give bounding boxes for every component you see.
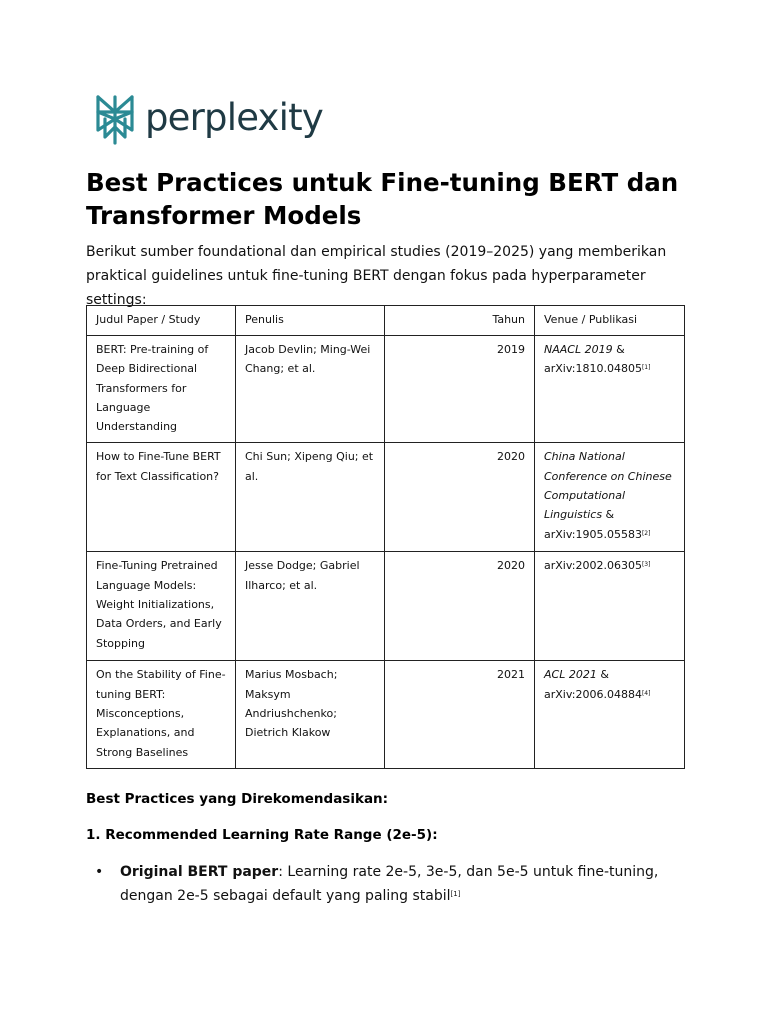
bullet-text: : Learning rate 2e-5, 3e-5, dan 5e-5 untuk fine-tuning, dengan 2e-5 sebagai default yang paling stabil (120, 864, 659, 904)
paper-year: 2021 (385, 661, 535, 768)
table-row (87, 336, 685, 443)
paper-title: Fine-Tuning Pretrained Language Models: Weight Initializations, Data Orders, and Early Stopping (87, 552, 236, 661)
paper-year: 2020 (385, 443, 535, 552)
citation-link[interactable]: [2] (641, 529, 651, 537)
perplexity-logo (94, 95, 323, 145)
paper-year: 2019 (385, 336, 535, 443)
venue-name: NAACL 2019 (544, 343, 613, 356)
paper-authors: Chi Sun; Xipeng Qiu; et al. (236, 443, 385, 552)
list-item (86, 860, 686, 908)
venue-arxiv: arXiv:2002.06305 (544, 559, 642, 573)
paper-authors: Marius Mosbach; Maksym Andriushchenko; Dietrich Klakow (236, 661, 385, 768)
venue-name: ACL 2021 (544, 668, 597, 682)
paper-title: On the Stability of Fine-tuning BERT: Misconceptions, Explanations, and Strong Baselines (87, 661, 236, 768)
venue-connector: & (602, 508, 615, 522)
venue-arxiv: arXiv:2006.04884 (544, 687, 642, 701)
subsection-heading: 1. Recommended Learning Rate Range (2e-5): (86, 827, 438, 843)
paper-venue (535, 661, 685, 768)
intro-paragraph: Berikut sumber foundational dan empirical studies (2019–2025) yang memberikan praktical guidelines untuk fine-tuning BERT dengan fokus pada hyperparameter settings: (86, 244, 667, 308)
venue-arxiv: arXiv:1905.05583 (544, 527, 642, 541)
logo-wordmark: perplexity (145, 95, 323, 139)
venue-connector: & (612, 343, 625, 356)
perplexity-icon (94, 95, 136, 145)
venue-name: China National Conference on Chinese Computational Linguistics (544, 450, 672, 522)
table-row (87, 552, 685, 661)
paper-venue (535, 443, 685, 552)
bullet-marker: • (95, 864, 104, 880)
paper-title: BERT: Pre-training of Deep Bidirectional Transformers for Language Understanding (87, 336, 236, 443)
venue-connector: & (596, 668, 609, 682)
header-authors: Penulis (236, 306, 385, 336)
header-venue: Venue / Publikasi (535, 306, 685, 336)
paper-year: 2020 (385, 552, 535, 661)
papers-table (86, 305, 685, 769)
bullet-list (86, 860, 686, 908)
citation-link[interactable]: [1] (450, 890, 461, 898)
paper-title: How to Fine-Tune BERT for Text Classification? (87, 443, 236, 552)
page-title: Best Practices untuk Fine-tuning BERT dan Transformer Models (86, 168, 679, 230)
table-row (87, 661, 685, 768)
header-title: Judul Paper / Study (87, 306, 236, 336)
paper-venue (535, 552, 685, 661)
table-row (87, 443, 685, 552)
section-heading: Best Practices yang Direkomendasikan: (86, 791, 389, 807)
citation-link[interactable]: [4] (641, 689, 651, 697)
citation-link[interactable]: [1] (641, 364, 651, 372)
paper-authors: Jacob Devlin; Ming-Wei Chang; et al. (236, 336, 385, 443)
citation-link[interactable]: [3] (641, 561, 651, 569)
bullet-bold-lead: Original BERT paper (120, 864, 279, 880)
paper-venue (535, 336, 685, 443)
header-year: Tahun (385, 306, 535, 336)
venue-arxiv: arXiv:1810.04805 (544, 362, 642, 376)
table-header-row (87, 306, 685, 336)
paper-authors: Jesse Dodge; Gabriel Ilharco; et al. (236, 552, 385, 661)
